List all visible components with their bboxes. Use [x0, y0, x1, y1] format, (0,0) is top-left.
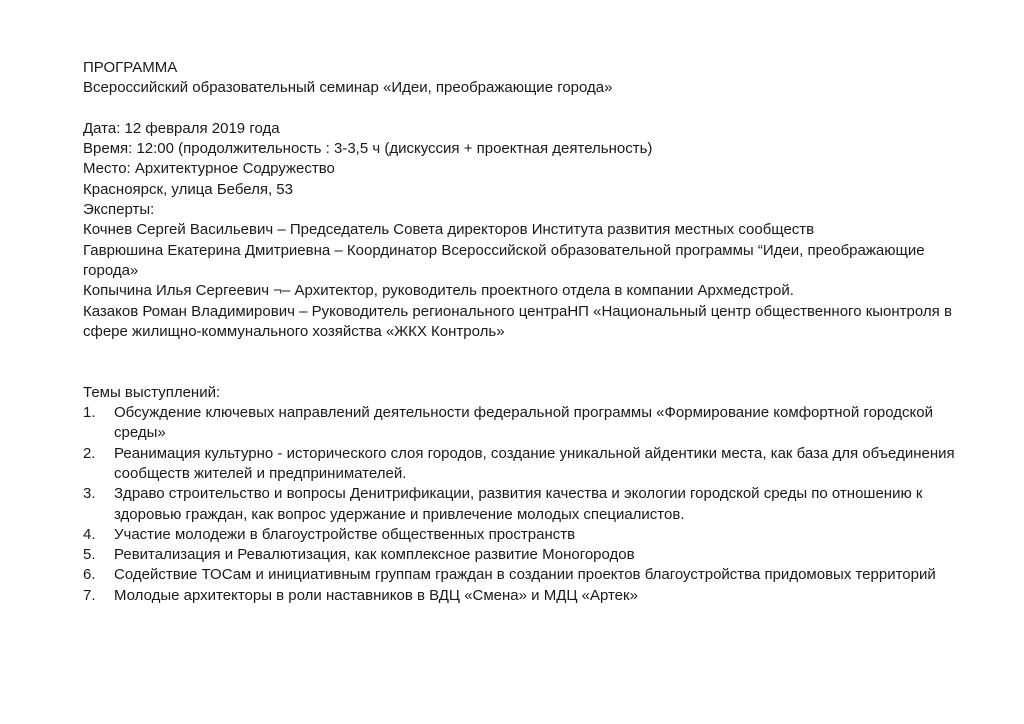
topic-item: [83, 525, 983, 545]
program-document: [83, 58, 983, 606]
topic-text-content: Обсуждение ключевых направлений деятельности федеральной программы «Формирование комфортной городской среды»: [114, 404, 933, 442]
spacer: [83, 342, 983, 383]
topic-text: Молодые архитекторы в роли наставников в ВДЦ «Смена» и МДЦ «Артек»: [114, 586, 638, 604]
expert-item: Кочнев Сергей Васильевич – Председатель Совета директоров Института развития местных сообществ: [83, 221, 815, 239]
topic-item: [83, 484, 983, 525]
topics-label: Темы выступлений:: [83, 383, 221, 401]
experts-label: Эксперты:: [83, 201, 155, 219]
topic-text: [114, 403, 983, 444]
event-address: Красноярск, улица Бебеля, 53: [83, 180, 293, 198]
program-heading: ПРОГРАММА: [83, 59, 178, 76]
topic-item: [83, 444, 983, 485]
expert-item: Гаврюшина Екатерина Дмитриевна – Координатор Всероссийской образовательной программы “Идеи, преображающие города»: [83, 241, 925, 279]
event-time: Время: 12:00 (продолжительность : 3-3,5 ч (дискуссия + проектная деятельность): [83, 140, 653, 158]
spacer: [83, 99, 983, 119]
topic-item: [83, 586, 983, 606]
topic-text: Содействие ТОСам и инициативным группам граждан в создании проектов благоустройства придомовых территорий: [114, 566, 936, 584]
topic-number: 2.: [83, 444, 96, 462]
program-subtitle: Всероссийский образовательный семинар «Идеи, преображающие города»: [83, 79, 613, 97]
topic-number: 7.: [83, 586, 96, 604]
topic-number: 6.: [83, 566, 96, 584]
topic-item: [83, 565, 983, 585]
event-date: Дата: 12 февраля 2019 года: [83, 119, 280, 137]
topic-text: Ревитализация и Ревалютизация, как комплексное развитие Моногородов: [114, 546, 635, 564]
topic-number: 4.: [83, 525, 96, 543]
topic-text: Здраво строительство и вопросы Денитрификации, развития качества и экологии городской среды по отношению к здоровью граждан, как вопрос удержание и привлечение молодых специалистов.: [114, 485, 923, 523]
topic-number: 1.: [83, 404, 96, 422]
topic-text: Реанимация культурно - исторического слоя городов, создание уникальной айдентики места, как база для объединения сообществ жителей и предпринимателей.: [114, 444, 955, 482]
topic-number: 5.: [83, 546, 96, 564]
topic-item: [83, 545, 983, 565]
expert-item: Казаков Роман Владимирович – Руководитель регионального центраНП «Национальный центр общественного кыонтроля в сфере жилищно-коммунального хозяйства «ЖКХ Контроль»: [83, 302, 952, 340]
topic-number: 3.: [83, 485, 96, 503]
event-place: Место: Архитектурное Содружество: [83, 160, 335, 178]
topic-item: [83, 403, 983, 444]
topic-text: Участие молодежи в благоустройстве общественных пространств: [114, 525, 576, 543]
expert-item: Копычина Илья Сергеевич ¬– Архитектор, руководитель проектного отдела в компании Архмедстрой.: [83, 282, 794, 300]
